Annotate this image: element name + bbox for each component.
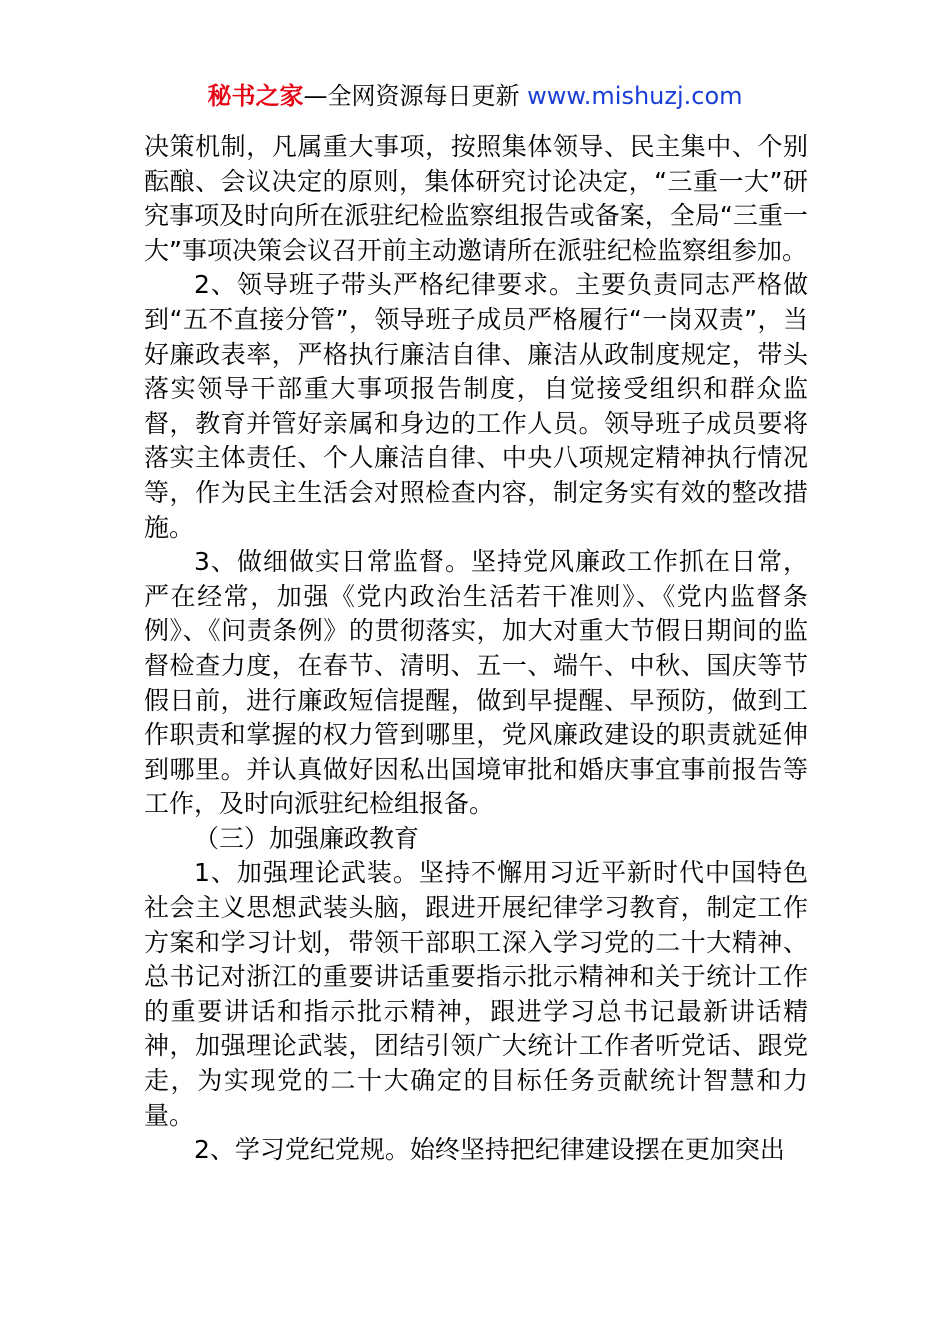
paragraph-continued: 决策机制，凡属重大事项，按照集体领导、民主集中、个别酝酿、会议决定的原则，集体研究讨论决定，“三重一大”研究事项及时向所在派驻纪检监察组报告或备案，全局“三重一大”事项决策会议召开前主动邀请所在派驻纪检监察组参加。: [144, 132, 808, 265]
paragraph-item-2b: 2、学习党纪党规。始终坚持把纪律建设摆在更加突出: [194, 1135, 785, 1165]
document-body: [144, 130, 808, 1168]
header-tagline: —全网资源每日更新: [303, 82, 528, 110]
paragraph-item-1: 1、加强理论武装。坚持不懈用习近平新时代中国特色社会主义思想武装头脑，跟进开展纪律学习教育，制定工作方案和学习计划，带领干部职工深入学习党的二十大精神、总书记对浙江的重要讲话重要指示批示精神和关于统计工作的重要讲话和指示批示精神，跟进学习总书记最新讲话精神，加强理论武装，团结引领广大统计工作者听党话、跟党走，为实现党的二十大确定的目标任务贡献统计智慧和力量。: [144, 858, 808, 1130]
site-url-link[interactable]: www.mishuzj.com: [527, 82, 743, 110]
paragraph-item-3: 3、做细做实日常监督。坚持党风廉政工作抓在日常，严在经常，加强《党内政治生活若干准则》、《党内监督条例》、《问责条例》的贯彻落实，加大对重大节假日期间的监督检查力度，在春节、清明、五一、端午、中秋、国庆等节假日前，进行廉政短信提醒，做到早提醒、早预防，做到工作职责和掌握的权力管到哪里，党风廉政建设的职责就延伸到哪里。并认真做好因私出国境审批和婚庆事宜事前报告等工作，及时向派驻纪检组报备。: [144, 547, 808, 819]
site-header: [0, 80, 950, 112]
brand-name: 秘书之家: [207, 82, 304, 110]
paragraph-item-2: 2、领导班子带头严格纪律要求。主要负责同志严格做到“五不直接分管”，领导班子成员严格履行“一岗双责”，当好廉政表率，严格执行廉洁自律、廉洁从政制度规定，带头落实领导干部重大事项报告制度，自觉接受组织和群众监督，教育并管好亲属和身边的工作人员。领导班子成员要将落实主体责任、个人廉洁自律、中央八项规定精神执行情况等，作为民主生活会对照检查内容，制定务实有效的整改措施。: [144, 270, 808, 542]
section-heading: （三）加强廉政教育: [194, 823, 420, 853]
